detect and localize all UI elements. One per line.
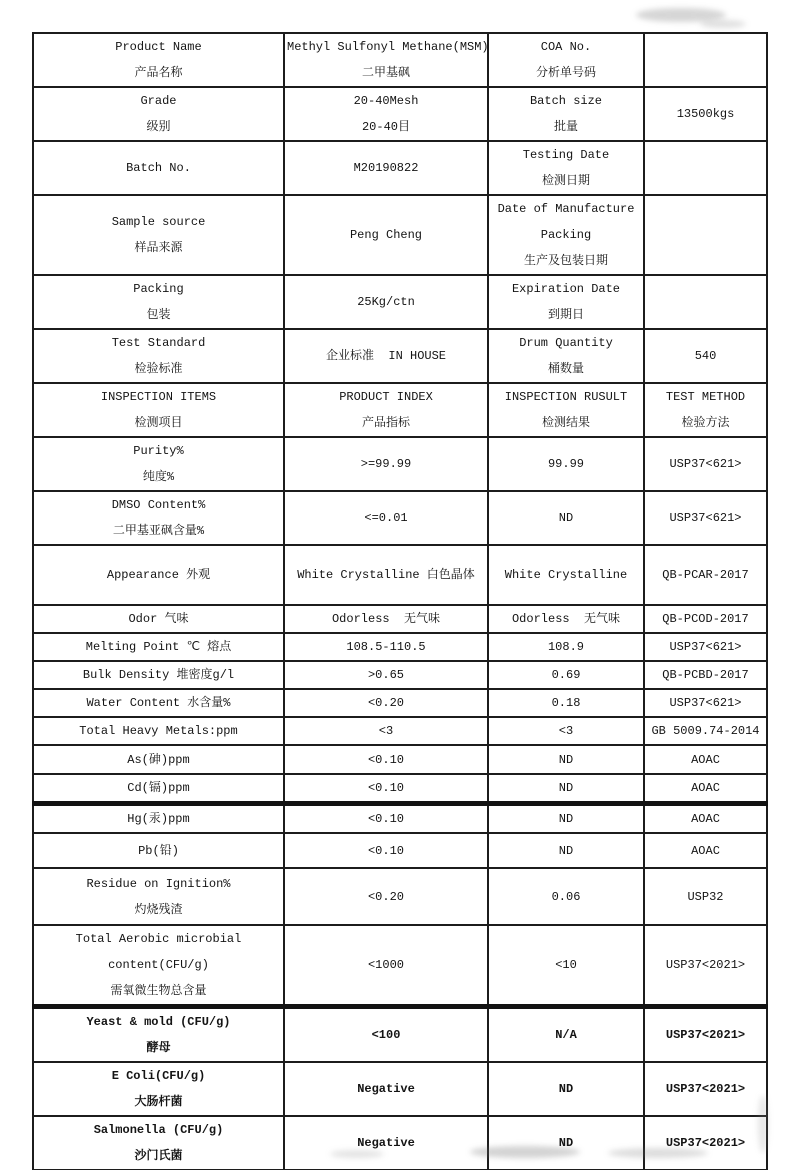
- table-cell-r1c2: [284, 33, 488, 87]
- table-cell-r13c1: [33, 661, 284, 689]
- coa-table-body: [33, 33, 767, 1170]
- table-cell-r24c4: [644, 1116, 767, 1170]
- table-cell-r24c1: [33, 1116, 284, 1170]
- table-cell-r12c3: [488, 633, 644, 661]
- cell-text-line: 酵母: [146, 1041, 171, 1055]
- table-cell-r23c3: [488, 1062, 644, 1116]
- table-cell-r6c2: [284, 329, 488, 383]
- cell-text-line: 20-40目: [361, 120, 410, 134]
- table-cell-r15c4: [644, 717, 767, 745]
- table-cell-r24c2: [284, 1116, 488, 1170]
- table-cell-r23c4: [644, 1062, 767, 1116]
- cell-text-line: Peng Cheng: [349, 228, 422, 242]
- table-cell-r10c1: [33, 545, 284, 605]
- table-cell-r14c1: [33, 689, 284, 717]
- cell-text-line: 检验标准: [134, 362, 183, 376]
- cell-text-line: White Crystalline 白色晶体: [297, 568, 475, 582]
- cell-text-line: TEST METHOD: [665, 390, 746, 404]
- cell-text-line: AOAC: [691, 752, 720, 767]
- table-cell-r16c3: [488, 745, 644, 774]
- table-cell-r8c1: [33, 437, 284, 491]
- table-cell-r2c1: [33, 87, 284, 141]
- cell-text-line: USP37<621>: [669, 511, 742, 525]
- table-cell-r5c1: [33, 275, 284, 329]
- cell-text-line: N/A: [555, 1028, 577, 1042]
- cell-text-line: ND: [558, 812, 574, 826]
- cell-text-line: White Crystalline: [504, 568, 628, 582]
- table-cell-r19c1: [33, 833, 284, 868]
- table-cell-r3c1: [33, 141, 284, 195]
- table-cell-r16c1: [33, 745, 284, 774]
- cell-text-line: Methyl Sulfonyl Methane(MSM): [287, 40, 489, 54]
- table-cell-r15c3: [488, 717, 644, 745]
- cell-text-line: 需氧微生物总含量: [110, 984, 207, 998]
- table-cell-r9c2: [284, 491, 488, 545]
- cell-text-line: E Coli(CFU/g): [111, 1069, 206, 1083]
- table-row-23: [33, 1062, 767, 1116]
- cell-text-line: GB 5009.74-2014: [651, 724, 760, 738]
- cell-text-line: ND: [558, 511, 574, 525]
- table-row-10: [33, 545, 767, 605]
- cell-text-line: 0.06: [551, 889, 581, 904]
- table-cell-r4c1: [33, 195, 284, 275]
- cell-text-line: 二甲基亚砜含量%: [112, 524, 205, 538]
- table-row-9: [33, 491, 767, 545]
- table-cell-r22c3: [488, 1007, 644, 1063]
- cell-text-line: 检测结果: [541, 416, 590, 430]
- cell-text-line: PRODUCT INDEX: [339, 390, 433, 404]
- table-cell-r14c3: [488, 689, 644, 717]
- table-row-7: [33, 383, 767, 437]
- cell-text-line: 沙门氏菌: [134, 1149, 183, 1163]
- cell-text-line: <0.10: [367, 752, 404, 767]
- table-cell-r1c1: [33, 33, 284, 87]
- cell-text-line: USP37<2021>: [665, 1028, 746, 1042]
- cell-text-line: Expiration Date: [511, 282, 621, 296]
- table-cell-r13c2: [284, 661, 488, 689]
- table-cell-r12c1: [33, 633, 284, 661]
- table-cell-r10c3: [488, 545, 644, 605]
- cell-text-line: 批量: [553, 120, 578, 134]
- cell-text-line: USP32: [687, 889, 724, 904]
- table-row-22: [33, 1007, 767, 1063]
- table-row-4: [33, 195, 767, 275]
- table-cell-r20c2: [284, 868, 488, 925]
- table-cell-r7c2: [284, 383, 488, 437]
- cell-text-line: 桶数量: [547, 362, 584, 376]
- table-cell-r23c1: [33, 1062, 284, 1116]
- cell-text-line: Melting Point ℃ 熔点: [85, 640, 232, 654]
- cell-text-line: <=0.01: [364, 511, 408, 525]
- cell-text-line: Date of Manufacture: [497, 202, 635, 216]
- cell-text-line: Total Heavy Metals:ppm: [79, 724, 238, 738]
- cell-text-line: Negative: [357, 1082, 415, 1096]
- table-row-1: [33, 33, 767, 87]
- cell-text-line: USP37<621>: [669, 640, 742, 654]
- cell-text-line: M20190822: [353, 161, 419, 175]
- table-cell-r17c4: [644, 774, 767, 804]
- table-cell-r8c4: [644, 437, 767, 491]
- table-row-18: [33, 804, 767, 834]
- cell-text-line: 检测日期: [541, 174, 590, 188]
- table-cell-r15c2: [284, 717, 488, 745]
- table-cell-r11c1: [33, 605, 284, 633]
- table-cell-r7c1: [33, 383, 284, 437]
- cell-text-line: Grade: [140, 94, 177, 108]
- table-cell-r2c2: [284, 87, 488, 141]
- cell-text-line: 产品指标: [361, 416, 410, 430]
- cell-text-line: USP37<2021>: [665, 1082, 746, 1096]
- table-cell-r20c3: [488, 868, 644, 925]
- table-cell-r20c1: [33, 868, 284, 925]
- table-cell-r5c2: [284, 275, 488, 329]
- table-cell-r19c4: [644, 833, 767, 868]
- cell-text-line: <0.10: [367, 781, 404, 795]
- table-row-11: [33, 605, 767, 633]
- table-cell-r14c4: [644, 689, 767, 717]
- table-cell-r18c1: [33, 804, 284, 834]
- table-cell-r3c3: [488, 141, 644, 195]
- cell-text-line: COA No.: [540, 40, 592, 54]
- table-cell-r19c2: [284, 833, 488, 868]
- cell-text-line: 0.18: [551, 696, 581, 710]
- cell-text-line: 99.99: [547, 457, 584, 471]
- table-row-15: [33, 717, 767, 745]
- cell-text-line: 25Kg/ctn: [357, 295, 415, 309]
- table-cell-r4c2: [284, 195, 488, 275]
- cell-text-line: Odorless 无气味: [331, 612, 440, 626]
- cell-text-line: Batch No.: [126, 161, 191, 175]
- table-cell-r23c2: [284, 1062, 488, 1116]
- cell-text-line: Hg(汞)ppm: [127, 812, 190, 826]
- table-cell-r20c4: [644, 868, 767, 925]
- cell-text-line: Batch size: [529, 94, 602, 108]
- cell-text-line: Odorless 无气味: [511, 612, 620, 626]
- cell-text-line: ND: [558, 1136, 574, 1150]
- table-cell-r6c3: [488, 329, 644, 383]
- cell-text-line: Sample source: [111, 215, 206, 229]
- cell-text-line: 108.9: [547, 640, 584, 654]
- table-row-24: [33, 1116, 767, 1170]
- table-cell-r3c4: [644, 141, 767, 195]
- table-cell-r7c4: [644, 383, 767, 437]
- cell-text-line: 纯度%: [142, 470, 175, 484]
- cell-text-line: 大肠杆菌: [134, 1095, 183, 1109]
- table-cell-r22c2: [284, 1007, 488, 1063]
- cell-text-line: ND: [558, 1082, 574, 1096]
- scan-smudge: [700, 20, 746, 28]
- coa-table: [32, 32, 768, 1170]
- cell-text-line: 样品来源: [134, 241, 183, 255]
- cell-text-line: Residue on Ignition%: [86, 876, 231, 891]
- table-cell-r21c1: [33, 925, 284, 1007]
- table-row-16: [33, 745, 767, 774]
- cell-text-line: <1000: [367, 958, 404, 972]
- cell-text-line: <100: [371, 1028, 401, 1042]
- table-cell-r9c3: [488, 491, 644, 545]
- cell-text-line: USP37<2021>: [665, 958, 746, 972]
- table-row-2: [33, 87, 767, 141]
- cell-text-line: 分析单号码: [535, 66, 596, 80]
- cell-text-line: INSPECTION ITEMS: [100, 390, 217, 404]
- table-cell-r17c2: [284, 774, 488, 804]
- cell-text-line: Total Aerobic microbial: [75, 932, 242, 946]
- cell-text-line: AOAC: [691, 781, 720, 795]
- table-cell-r11c4: [644, 605, 767, 633]
- table-cell-r22c1: [33, 1007, 284, 1063]
- cell-text-line: >0.65: [367, 668, 404, 682]
- cell-text-line: <0.10: [367, 812, 404, 826]
- table-cell-r2c3: [488, 87, 644, 141]
- table-row-21: [33, 925, 767, 1007]
- cell-text-line: 灼烧残渣: [134, 902, 183, 917]
- scan-smudge: [636, 8, 726, 22]
- cell-text-line: AOAC: [691, 843, 720, 858]
- table-cell-r14c2: [284, 689, 488, 717]
- table-cell-r12c4: [644, 633, 767, 661]
- cell-text-line: 产品名称: [134, 66, 183, 80]
- cell-text-line: USP37<2021>: [665, 1136, 746, 1150]
- cell-text-line: Testing Date: [522, 148, 610, 162]
- table-cell-r19c3: [488, 833, 644, 868]
- table-cell-r18c4: [644, 804, 767, 834]
- cell-text-line: Cd(镉)ppm: [127, 781, 190, 795]
- table-cell-r11c3: [488, 605, 644, 633]
- table-cell-r24c3: [488, 1116, 644, 1170]
- table-cell-r4c3: [488, 195, 644, 275]
- cell-text-line: Odor 气味: [128, 612, 189, 626]
- table-cell-r2c4: [644, 87, 767, 141]
- cell-text-line: ND: [558, 781, 574, 795]
- cell-text-line: 二甲基砜: [361, 66, 410, 80]
- cell-text-line: Bulk Density 堆密度g/l: [82, 668, 235, 682]
- table-cell-r6c4: [644, 329, 767, 383]
- cell-text-line: USP37<621>: [669, 696, 742, 710]
- cell-text-line: INSPECTION RUSULT: [504, 390, 628, 404]
- table-row-6: [33, 329, 767, 383]
- cell-text-line: ND: [558, 843, 574, 858]
- table-row-13: [33, 661, 767, 689]
- cell-text-line: Product Name: [115, 40, 202, 54]
- cell-text-line: 540: [694, 349, 717, 363]
- cell-text-line: Salmonella (CFU/g): [93, 1123, 224, 1137]
- cell-text-line: <3: [378, 724, 394, 738]
- table-cell-r4c4: [644, 195, 767, 275]
- cell-text-line: <0.20: [367, 696, 404, 710]
- cell-text-line: <3: [558, 724, 574, 738]
- cell-text-line: Purity%: [133, 444, 184, 458]
- cell-text-line: 生产及包装日期: [523, 254, 608, 268]
- table-cell-r18c2: [284, 804, 488, 834]
- table-row-20: [33, 868, 767, 925]
- cell-text-line: Negative: [357, 1136, 415, 1150]
- table-cell-r9c4: [644, 491, 767, 545]
- table-cell-r16c4: [644, 745, 767, 774]
- table-cell-r21c4: [644, 925, 767, 1007]
- cell-text-line: Packing: [133, 282, 184, 296]
- table-row-17: [33, 774, 767, 804]
- cell-text-line: As(砷)ppm: [127, 752, 190, 767]
- table-cell-r12c2: [284, 633, 488, 661]
- table-cell-r5c4: [644, 275, 767, 329]
- table-row-19: [33, 833, 767, 868]
- table-cell-r3c2: [284, 141, 488, 195]
- cell-text-line: 检测项目: [134, 416, 183, 430]
- table-cell-r21c3: [488, 925, 644, 1007]
- table-row-3: [33, 141, 767, 195]
- cell-text-line: <0.20: [367, 889, 404, 904]
- table-cell-r1c3: [488, 33, 644, 87]
- table-cell-r17c3: [488, 774, 644, 804]
- table-cell-r21c2: [284, 925, 488, 1007]
- table-row-12: [33, 633, 767, 661]
- cell-text-line: Appearance 外观: [106, 568, 211, 582]
- cell-text-line: content(CFU/g): [108, 958, 209, 972]
- cell-text-line: Drum Quantity: [519, 336, 613, 350]
- cell-text-line: Test Standard: [111, 336, 206, 350]
- table-cell-r7c3: [488, 383, 644, 437]
- cell-text-line: 108.5-110.5: [346, 640, 426, 654]
- cell-text-line: 企业标准 IN HOUSE: [325, 349, 446, 363]
- table-row-14: [33, 689, 767, 717]
- table-cell-r8c3: [488, 437, 644, 491]
- cell-text-line: 20-40Mesh: [353, 94, 419, 108]
- table-row-5: [33, 275, 767, 329]
- table-cell-r18c3: [488, 804, 644, 834]
- table-row-8: [33, 437, 767, 491]
- table-cell-r17c1: [33, 774, 284, 804]
- cell-text-line: <10: [555, 958, 577, 972]
- cell-text-line: QB-PCAR-2017: [662, 568, 749, 582]
- cell-text-line: 0.69: [551, 668, 581, 682]
- table-cell-r13c4: [644, 661, 767, 689]
- cell-text-line: <0.10: [367, 843, 404, 858]
- cell-text-line: >=99.99: [360, 457, 412, 471]
- table-cell-r1c4: [644, 33, 767, 87]
- table-cell-r11c2: [284, 605, 488, 633]
- table-cell-r15c1: [33, 717, 284, 745]
- table-cell-r10c2: [284, 545, 488, 605]
- cell-text-line: ND: [558, 752, 574, 767]
- cell-text-line: QB-PCOD-2017: [662, 612, 749, 626]
- cell-text-line: Water Content 水含量%: [86, 696, 231, 710]
- table-cell-r16c2: [284, 745, 488, 774]
- cell-text-line: 检验方法: [681, 416, 730, 430]
- cell-text-line: 包装: [146, 308, 171, 322]
- cell-text-line: 级别: [146, 120, 171, 134]
- cell-text-line: Yeast & mold (CFU/g): [86, 1015, 231, 1029]
- cell-text-line: DMSO Content%: [111, 498, 206, 512]
- cell-text-line: AOAC: [691, 812, 720, 826]
- table-cell-r10c4: [644, 545, 767, 605]
- table-cell-r13c3: [488, 661, 644, 689]
- cell-text-line: 13500kgs: [676, 107, 735, 121]
- cell-text-line: Packing: [540, 228, 592, 242]
- table-cell-r22c4: [644, 1007, 767, 1063]
- table-cell-r8c2: [284, 437, 488, 491]
- cell-text-line: Pb(铅): [138, 843, 179, 858]
- table-cell-r9c1: [33, 491, 284, 545]
- table-cell-r5c3: [488, 275, 644, 329]
- cell-text-line: USP37<621>: [669, 457, 742, 471]
- cell-text-line: 到期日: [547, 308, 584, 322]
- table-cell-r6c1: [33, 329, 284, 383]
- cell-text-line: QB-PCBD-2017: [662, 668, 749, 682]
